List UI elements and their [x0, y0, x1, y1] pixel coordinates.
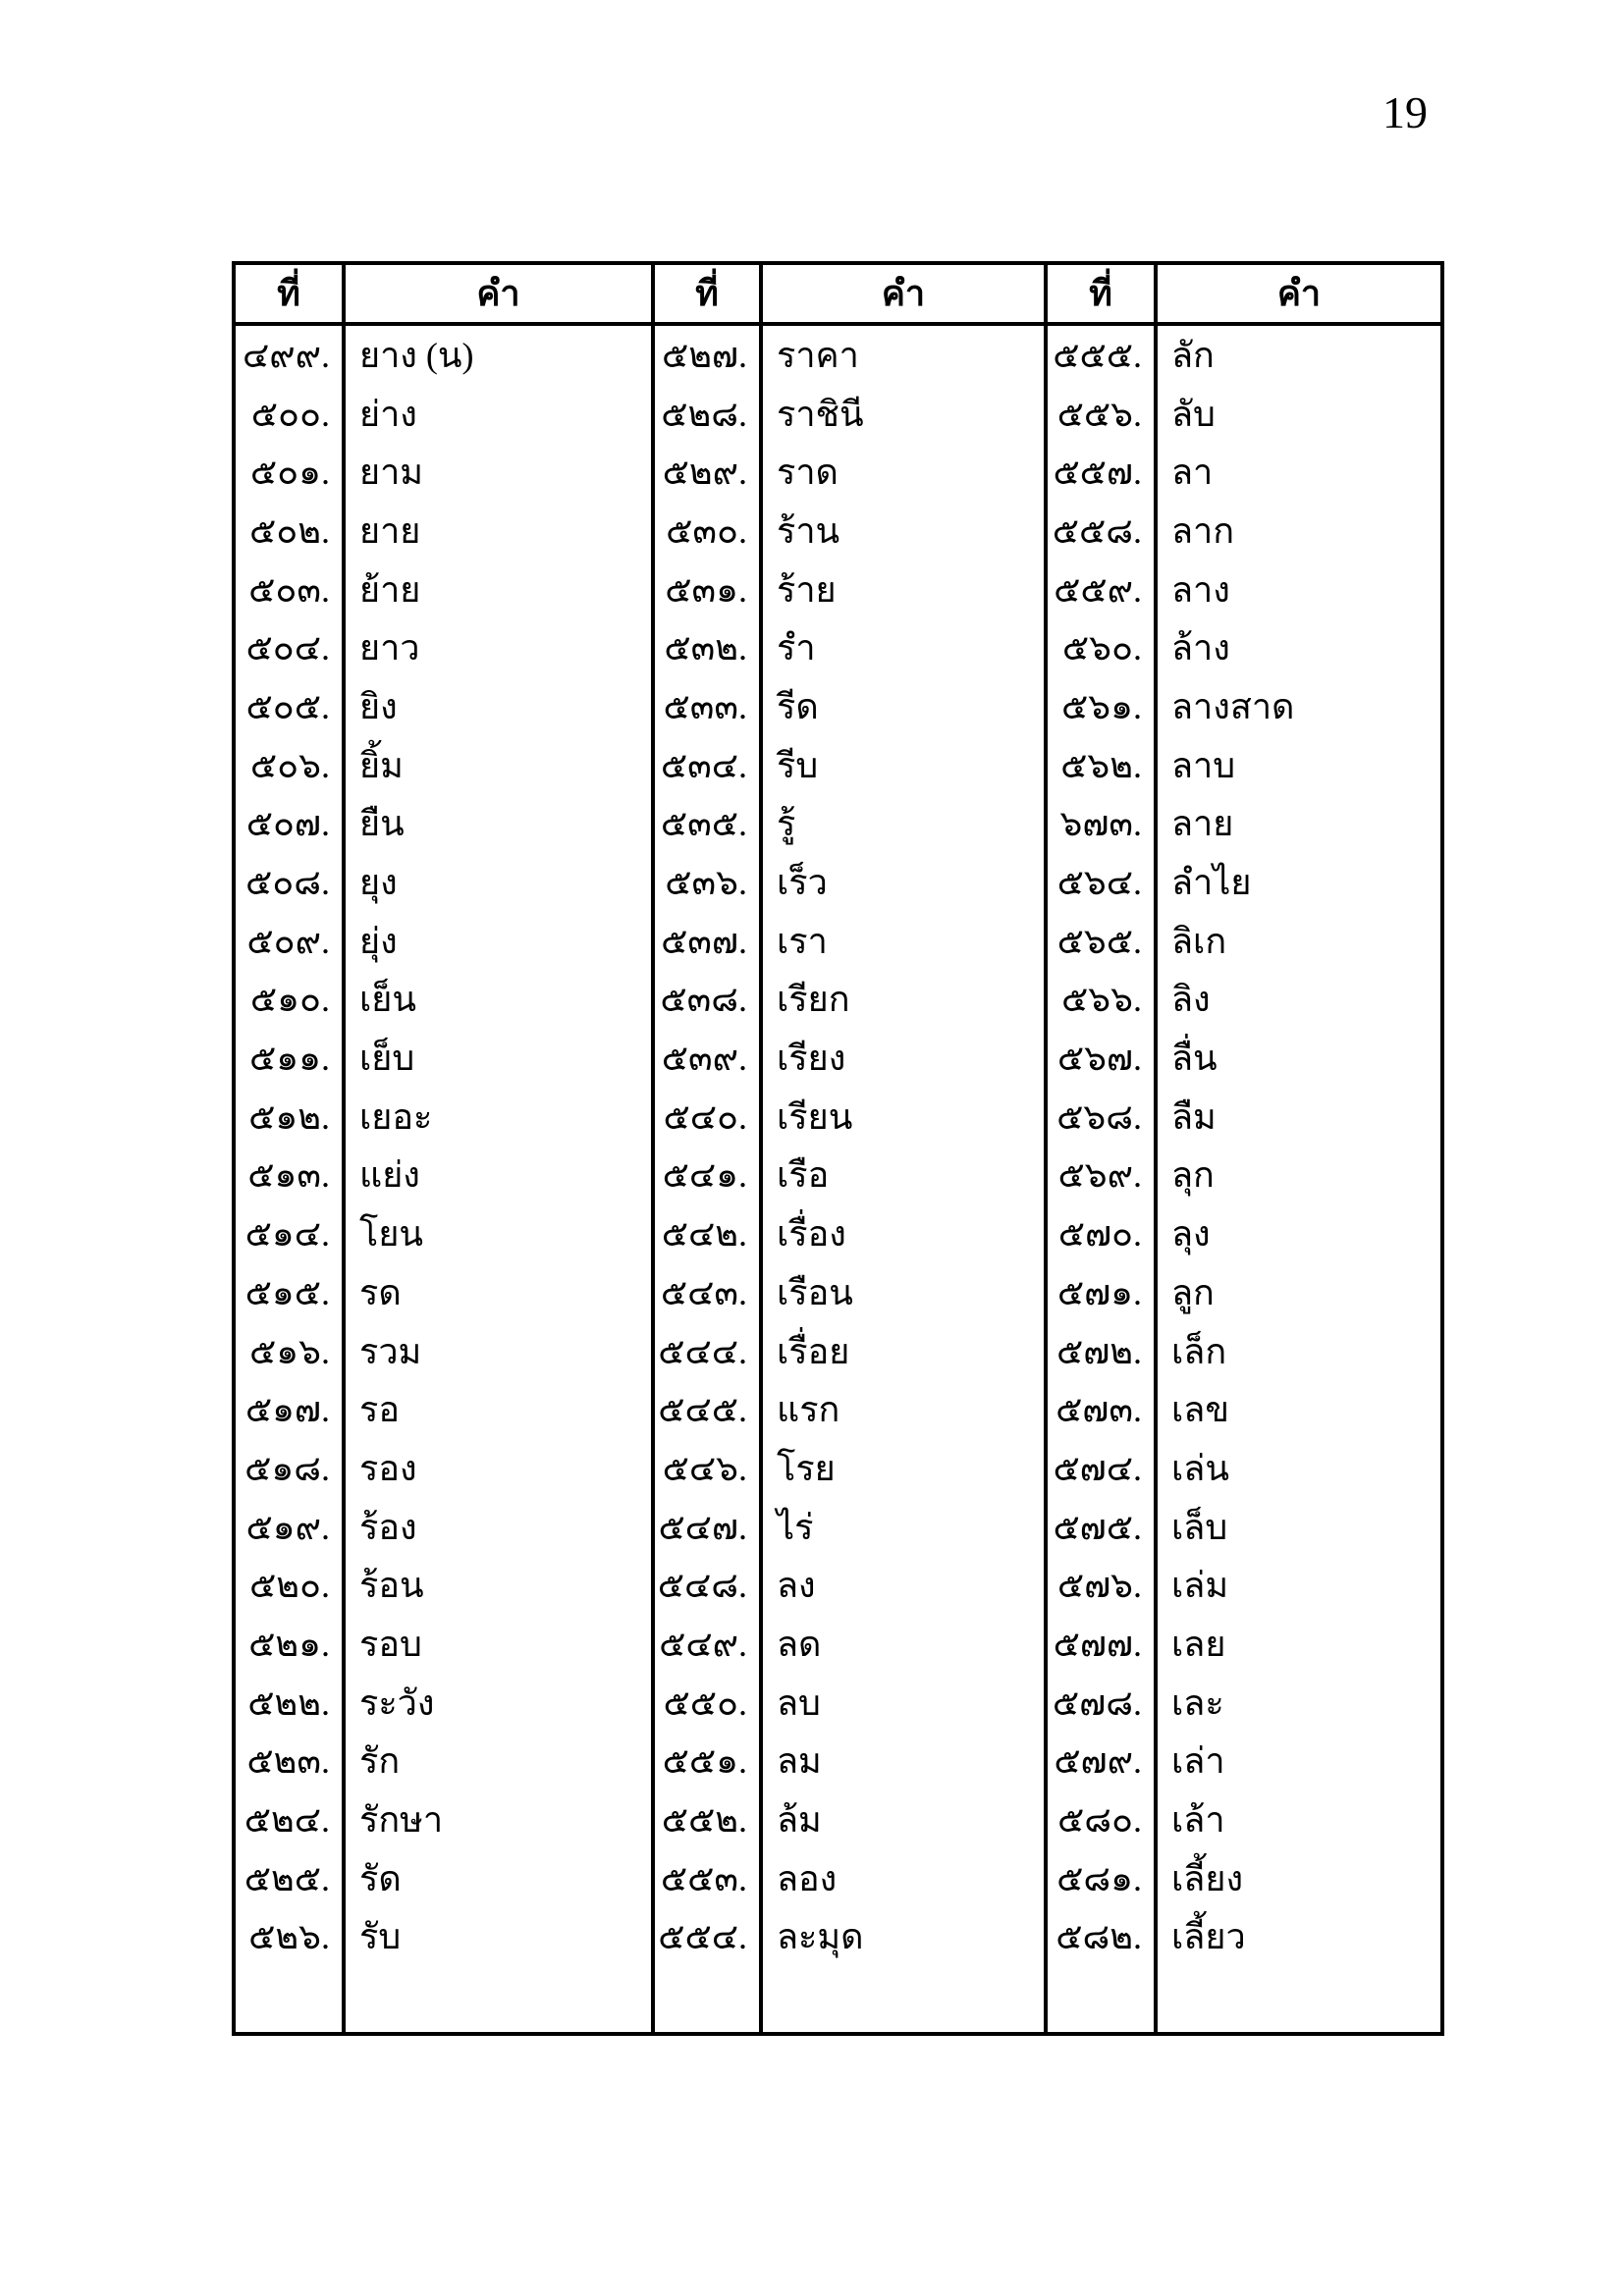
row-number-cell: ๕๓๒. — [655, 618, 763, 677]
word-cell: รีด — [763, 677, 1048, 736]
row-number-cell: ๕๒๙. — [655, 443, 763, 502]
row-number-cell: ๕๐๓. — [236, 561, 346, 619]
row-number-cell: ๕๔๙. — [655, 1615, 763, 1674]
row-number-cell: ๕๔๔. — [655, 1322, 763, 1381]
row-number-cell: ๕๖๘. — [1048, 1088, 1158, 1147]
row-number-cell: ๕๑๔. — [236, 1204, 346, 1263]
word-cell: เย็บ — [346, 1029, 655, 1088]
word-cell: เลข — [1171, 1390, 1229, 1430]
row-number-cell: ๕๗๑. — [1048, 1263, 1158, 1322]
word-cell: โรย — [763, 1439, 1048, 1498]
word-cell: เรียง — [763, 1029, 1048, 1088]
word-cell: ลาก — [1171, 510, 1235, 551]
row-number-cell: ๕๐๒. — [236, 502, 346, 561]
word-cell: ล้ม — [763, 1790, 1048, 1849]
row-number-cell: ๕๗๕. — [1048, 1498, 1158, 1557]
row-number-cell: ๕๖๖. — [1048, 971, 1158, 1030]
row-number-cell: ๕๗๖. — [1048, 1556, 1158, 1615]
row-number-cell: ๕๕๔. — [655, 1908, 763, 1967]
word-cell: เล่น — [1171, 1448, 1229, 1488]
filler-cell — [346, 1966, 655, 2032]
word-cell: ยาง (น) — [346, 326, 655, 385]
row-number-cell: ๕๖๗. — [1048, 1029, 1158, 1088]
row-number-cell: ๕๔๐. — [655, 1088, 763, 1147]
row-number-cell: ๕๔๗. — [655, 1498, 763, 1557]
word-cell: ลัก — [1171, 335, 1215, 375]
row-number-cell: ๕๕๐. — [655, 1674, 763, 1733]
word-cell: ลุก — [1171, 1155, 1215, 1196]
word-cell: ร้าย — [763, 561, 1048, 619]
word-cell: เลี้ยง — [1171, 1858, 1244, 1898]
word-cell: ลำไย — [1171, 863, 1252, 903]
row-number-cell: ๕๓๑. — [655, 561, 763, 619]
row-number-cell: ๕๗๓. — [1048, 1380, 1158, 1439]
word-cell: ยุง — [346, 853, 655, 912]
row-number-cell: ๕๘๒. — [1048, 1908, 1158, 1967]
word-cell: ราชินี — [763, 385, 1048, 444]
row-number-cell: ๕๖๐. — [1048, 618, 1158, 677]
word-cell: รด — [346, 1263, 655, 1322]
word-cell: ลุง — [1171, 1214, 1211, 1255]
row-number-cell: ๕๑๐. — [236, 971, 346, 1030]
row-number-cell: ๕๓๕. — [655, 795, 763, 854]
row-number-cell: ๕๑๙. — [236, 1498, 346, 1557]
word-table — [232, 261, 1444, 2036]
row-number-cell: ๕๔๕. — [655, 1380, 763, 1439]
word-cell: ยาม — [346, 443, 655, 502]
row-number-cell: ๕๒๖. — [236, 1908, 346, 1967]
word-cell: ละมุด — [763, 1908, 1048, 1967]
header-word-cell: คำ — [346, 265, 655, 326]
word-cell: ราคา — [763, 326, 1048, 385]
word-cell: เล้า — [1171, 1800, 1225, 1841]
word-cell: เรียน — [763, 1088, 1048, 1147]
word-cell: เรียก — [763, 971, 1048, 1030]
word-cell: ยาว — [346, 618, 655, 677]
row-number-cell: ๕๖๑. — [1048, 677, 1158, 736]
word-cell: รู้ — [763, 795, 1048, 854]
row-number-cell: ๕๒๒. — [236, 1674, 346, 1733]
word-cell: ระวัง — [346, 1674, 655, 1733]
row-number-cell: ๕๕๘. — [1048, 502, 1158, 561]
header-word-cell: คำ — [763, 265, 1048, 326]
row-number-cell: ๕๕๖. — [1048, 385, 1158, 444]
word-cell: ร้าน — [763, 502, 1048, 561]
row-number-cell: ๕๑๘. — [236, 1439, 346, 1498]
word-cell: รักษา — [346, 1790, 655, 1849]
word-cell: เลย — [1171, 1624, 1226, 1664]
row-number-cell: ๕๐๕. — [236, 677, 346, 736]
filler-cell — [236, 1966, 346, 2032]
word-cell: เรื่อย — [763, 1322, 1048, 1381]
row-number-cell: ๕๕๙. — [1048, 561, 1158, 619]
row-number-cell: ๕๕๕. — [1048, 326, 1158, 385]
header-word-cell: คำ — [1158, 265, 1440, 326]
row-number-cell: ๕๓๔. — [655, 736, 763, 795]
word-cell: แรก — [763, 1380, 1048, 1439]
row-number-cell: ๕๗๔. — [1048, 1439, 1158, 1498]
word-cell: เร็ว — [763, 853, 1048, 912]
filler-cell — [763, 1966, 1048, 2032]
row-number-cell: ๕๐๔. — [236, 618, 346, 677]
word-cell: เรือ — [763, 1147, 1048, 1205]
row-number-cell: ๕๑๒. — [236, 1088, 346, 1147]
word-cell: เรา — [763, 912, 1048, 971]
word-cell: ยุ่ง — [346, 912, 655, 971]
word-cell: ยิ้ม — [346, 736, 655, 795]
row-number-cell: ๖๗๓. — [1048, 795, 1158, 854]
word-cell: ลางสาด — [1171, 686, 1295, 726]
word-cell: เยอะ — [346, 1088, 655, 1147]
word-cell: ล้าง — [1171, 628, 1230, 668]
filler-cell — [1158, 1966, 1440, 2032]
row-number-cell: ๕๒๕. — [236, 1849, 346, 1908]
row-number-cell: ๕๗๙. — [1048, 1733, 1158, 1791]
row-number-cell: ๕๓๙. — [655, 1029, 763, 1088]
word-cell: ลง — [763, 1556, 1048, 1615]
row-number-cell: ๕๑๕. — [236, 1263, 346, 1322]
row-number-cell: ๕๖๙. — [1048, 1147, 1158, 1205]
row-number-cell: ๕๘๑. — [1048, 1849, 1158, 1908]
word-cell: เล็บ — [1171, 1507, 1228, 1547]
row-number-cell: ๕๓๗. — [655, 912, 763, 971]
row-number-cell: ๕๔๘. — [655, 1556, 763, 1615]
word-cell: ลับ — [1171, 394, 1216, 434]
row-number-cell: ๕๕๓. — [655, 1849, 763, 1908]
row-number-cell: ๕๔๓. — [655, 1263, 763, 1322]
row-number-cell: ๔๙๙. — [236, 326, 346, 385]
word-cell: ไร่ — [763, 1498, 1048, 1557]
filler-cell — [655, 1966, 763, 2032]
row-number-cell: ๕๔๒. — [655, 1204, 763, 1263]
row-number-cell: ๕๗๘. — [1048, 1674, 1158, 1733]
word-cell: เลี้ยว — [1171, 1917, 1246, 1957]
row-number-cell: ๕๕๒. — [655, 1790, 763, 1849]
word-cell: ลิเก — [1171, 921, 1227, 961]
row-number-cell: ๕๖๕. — [1048, 912, 1158, 971]
row-number-cell: ๕๐๑. — [236, 443, 346, 502]
row-number-cell: ๕๑๗. — [236, 1380, 346, 1439]
row-number-cell: ๕๒๗. — [655, 326, 763, 385]
header-no-cell: ที่ — [655, 265, 763, 326]
row-number-cell: ๕๑๓. — [236, 1147, 346, 1205]
row-number-cell: ๕๐๘. — [236, 853, 346, 912]
row-number-cell: ๕๓๓. — [655, 677, 763, 736]
word-cell: รัด — [346, 1849, 655, 1908]
row-number-cell: ๕๓๖. — [655, 853, 763, 912]
row-number-cell: ๕๑๑. — [236, 1029, 346, 1088]
row-number-cell: ๕๔๑. — [655, 1147, 763, 1205]
word-cell: ร้อน — [346, 1556, 655, 1615]
word-cell: แย่ง — [346, 1147, 655, 1205]
word-cell: รอบ — [346, 1615, 655, 1674]
row-number-cell: ๕๔๖. — [655, 1439, 763, 1498]
word-cell: รับ — [346, 1908, 655, 1967]
word-cell: ลิง — [1171, 980, 1211, 1020]
word-cell: เล่ม — [1171, 1566, 1229, 1606]
row-number-cell: ๕๒๓. — [236, 1733, 346, 1791]
row-number-cell: ๕๓๘. — [655, 971, 763, 1030]
word-cell: รัก — [346, 1733, 655, 1791]
word-cell: ลื่น — [1171, 1039, 1218, 1079]
row-number-cell: ๕๕๗. — [1048, 443, 1158, 502]
word-cell: ลบ — [763, 1674, 1048, 1733]
word-cell: ยิง — [346, 677, 655, 736]
header-no-cell: ที่ — [1048, 265, 1158, 326]
word-cell: ลอง — [763, 1849, 1048, 1908]
row-number-cell: ๕๕๑. — [655, 1733, 763, 1791]
row-number-cell: ๕๓๐. — [655, 502, 763, 561]
word-cell: เละ — [1171, 1682, 1224, 1723]
word-cell: ลด — [763, 1615, 1048, 1674]
row-number-cell: ๕๐๙. — [236, 912, 346, 971]
word-cell: เย็น — [346, 971, 655, 1030]
word-cell: ร้อง — [346, 1498, 655, 1557]
row-number-cell: ๕๗๗. — [1048, 1615, 1158, 1674]
row-number-cell: ๕๒๘. — [655, 385, 763, 444]
row-number-cell: ๕๖๔. — [1048, 853, 1158, 912]
word-cell: เรือน — [763, 1263, 1048, 1322]
row-number-cell: ๕๘๐. — [1048, 1790, 1158, 1849]
row-number-cell: ๕๑๖. — [236, 1322, 346, 1381]
word-cell: ราด — [763, 443, 1048, 502]
word-cell: ลา — [1171, 453, 1214, 493]
word-cell: เรื่อง — [763, 1204, 1048, 1263]
row-number-cell: ๕๐๗. — [236, 795, 346, 854]
row-number-cell: ๕๗๒. — [1048, 1322, 1158, 1381]
word-cell: ยืน — [346, 795, 655, 854]
word-cell: ลาบ — [1171, 745, 1236, 785]
word-cell: รวม — [346, 1322, 655, 1381]
row-number-cell: ๕๗๐. — [1048, 1204, 1158, 1263]
row-number-cell: ๕๐๐. — [236, 385, 346, 444]
row-number-cell: ๕๒๑. — [236, 1615, 346, 1674]
word-cell: ลม — [763, 1733, 1048, 1791]
filler-cell — [1048, 1966, 1158, 2032]
row-number-cell: ๕๒๐. — [236, 1556, 346, 1615]
word-cell: รำ — [763, 618, 1048, 677]
word-cell: ย้าย — [346, 561, 655, 619]
row-number-cell: ๕๐๖. — [236, 736, 346, 795]
word-cell: รอ — [346, 1380, 655, 1439]
word-cell: ย่าง — [346, 385, 655, 444]
page-number: 19 — [1382, 87, 1428, 137]
word-cell: ยาย — [346, 502, 655, 561]
row-number-cell: ๕๖๒. — [1048, 736, 1158, 795]
word-cell: ลูก — [1171, 1272, 1215, 1312]
word-cell: รีบ — [763, 736, 1048, 795]
word-cell: เล่า — [1171, 1741, 1225, 1782]
word-cell: รอง — [346, 1439, 655, 1498]
word-cell: ลาย — [1171, 804, 1234, 844]
header-no-cell: ที่ — [236, 265, 346, 326]
word-cell: ลาง — [1171, 569, 1230, 610]
word-cell: เล็ก — [1171, 1331, 1227, 1371]
row-number-cell: ๕๒๔. — [236, 1790, 346, 1849]
word-cell: โยน — [346, 1204, 655, 1263]
word-cell: ลืม — [1171, 1096, 1217, 1137]
